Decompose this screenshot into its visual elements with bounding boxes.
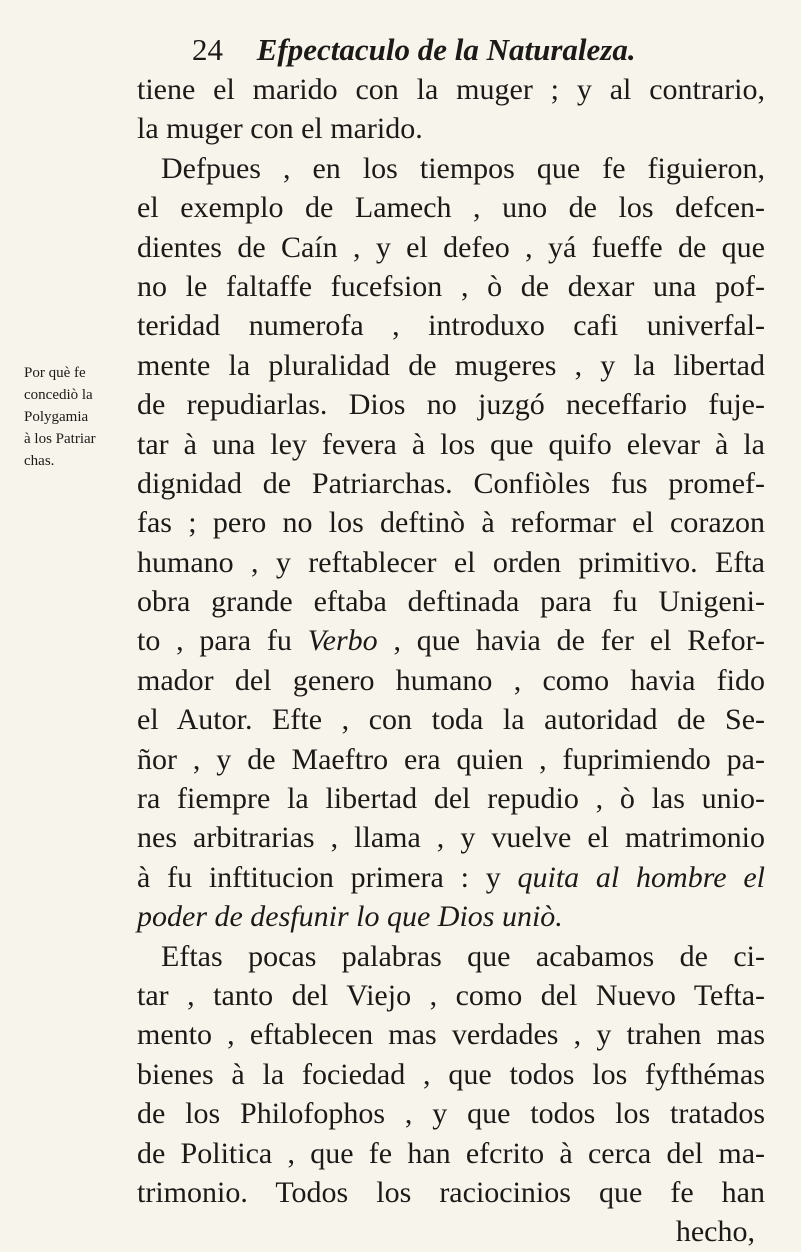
text-line: tiene el marido con la muger ; y al contrario,	[137, 73, 765, 106]
text-line: Defpues , en los tiempos que fe figuieron,	[161, 151, 765, 185]
text-line: el Autor. Efte , con toda la autoridad de Se-	[137, 703, 765, 737]
text-line: obra grande eftaba deftinada para fu Unigeni-	[137, 585, 765, 619]
text-line: el exemplo de Lamech , uno de los defcen-	[137, 191, 765, 225]
page-number: 24	[192, 32, 223, 67]
text-line: to , para fu Verbo , que havia de fer el Refor-	[137, 624, 765, 658]
margin-note-line: concediò la	[24, 387, 93, 403]
body-text	[137, 70, 765, 1252]
text-line: humano , y reftablecer el orden primitivo. Efta	[137, 545, 765, 579]
text-line: nes arbitrarias , llama , y vuelve el matrimonio	[137, 821, 765, 855]
text-line: ra fiempre la libertad del repudio , ò las unio-	[137, 782, 765, 816]
margin-note-line: Por què fe	[24, 365, 86, 381]
text-line: trimonio. Todos los raciocinios que fe han	[137, 1175, 765, 1209]
text-line: de repudiarlas. Dios no juzgó neceffario fuje-	[137, 388, 765, 422]
text-line: no le faltaffe fucefsion , ò de dexar una pof-	[137, 269, 765, 303]
text-line: mador del genero humano , como havia fido	[137, 663, 765, 697]
text-line: dignidad de Patriarchas. Confiòles fus promef-	[137, 466, 765, 500]
catchword: hecho,	[675, 1215, 755, 1249]
text-line: bienes à la fociedad , que todos los fyfthémas	[137, 1057, 765, 1091]
text-line: ñor , y de Maeftro era quien , fuprimiendo pa-	[137, 742, 765, 776]
text-line: mente la pluralidad de mugeres , y la libertad	[137, 348, 765, 382]
margin-note-line: chas.	[24, 453, 55, 469]
text-line: poder de desfunir lo que Dios uniò.	[137, 900, 563, 934]
running-title: Efpectaculo de la Naturaleza.	[256, 32, 636, 67]
running-head	[192, 30, 636, 70]
text-line: teridad numerofa , introduxo cafi univerfal-	[137, 309, 765, 343]
text-line: mento , eftablecen mas verdades , y trahen mas	[137, 1018, 765, 1052]
margin-note	[24, 362, 96, 472]
text-line: fas ; pero no los deftinò à reformar el corazon	[137, 506, 765, 540]
text-line: tar à una ley fevera à los que quifo elevar à la	[137, 427, 765, 461]
text-line: dientes de Caín , y el defeo , yá fueffe de que	[137, 230, 765, 264]
text-line: de los Philofophos , y que todos los tratados	[137, 1097, 765, 1131]
text-line: à fu inftitucion primera : y quita al hombre el	[137, 860, 765, 894]
text-line: tar , tanto del Viejo , como del Nuevo Tefta-	[137, 978, 765, 1012]
text-line: de Politica , que fe han efcrito à cerca del ma-	[137, 1136, 765, 1170]
text-line: la muger con el marido.	[137, 112, 423, 146]
text-line: Eftas pocas palabras que acabamos de ci-	[161, 939, 765, 973]
margin-note-line: Polygamia	[24, 409, 89, 425]
margin-note-line: à los Patriar	[24, 431, 96, 447]
